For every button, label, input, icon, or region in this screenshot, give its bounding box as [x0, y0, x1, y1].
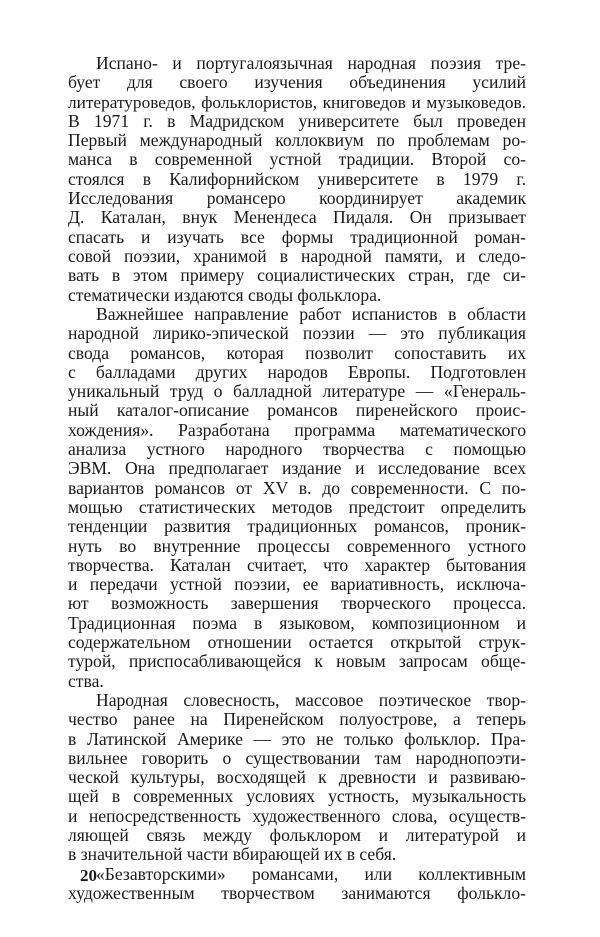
text-line: ческой культуры, восходящей к древности и развиваю- — [68, 768, 526, 788]
text-line: и передачи устной поэзии, ее вариативность, исключа- — [68, 575, 526, 595]
text-line: ЭВМ. Она предполагает издание и исследование всех — [68, 459, 526, 479]
text-line: Первый международный коллоквиум по проблемам ро- — [68, 131, 526, 151]
paragraph-4 — [68, 865, 526, 904]
text-line: народной лирико-эпической поэзии — это публикация — [68, 324, 526, 344]
text-line: художественным творчеством занимаются фолькло- — [68, 884, 526, 904]
page-body — [68, 54, 526, 904]
text-line: литературоведов, фольклористов, книговедов и музыковедов. — [68, 92, 526, 112]
text-line: содержательном отношении остается открытой струк- — [68, 633, 526, 653]
text-line: анализа устного народного творчества с помощью — [68, 440, 526, 460]
text-line: ют возможность завершения творческого процесса. — [68, 594, 526, 614]
text-line: Важнейшее направление работ испанистов в области — [96, 305, 526, 324]
text-line: и непосредственность художественного слова, осуществ- — [68, 806, 526, 826]
text-line: чество ранее на Пиренейском полуострове, а теперь — [68, 710, 526, 730]
text-line: стоялся в Калифорнийском университете в 1979 г. — [68, 169, 526, 189]
paragraph-2 — [68, 305, 526, 691]
text-line: ляющей связь между фольклором и литературой и — [68, 826, 526, 846]
text-line: Народная словесность, массовое поэтическое твор- — [96, 691, 526, 710]
text-line: совой поэзии, хранимой в народной памяти, и следо- — [68, 246, 526, 266]
text-line: Традиционная поэма в языковом, композиционном и — [68, 613, 526, 633]
text-line: в Латинской Америке — это не только фольклор. Пра- — [68, 729, 526, 749]
text-line: В 1971 г. в Мадридском университете был проведен — [68, 111, 526, 131]
text-line: щей в современных условиях устность, музыкальность — [68, 787, 526, 807]
page-number: 20 — [80, 866, 97, 885]
text-line: Исследования романсеро координирует академик — [68, 189, 526, 209]
text-line: манса в современной устной традиции. Второй со- — [68, 150, 526, 170]
text-line: «Безавторскими» романсами, или коллективным — [96, 865, 526, 884]
text-line: вильнее говорить о существовании там народнопоэти- — [68, 748, 526, 768]
text-line: спасать и изучать все формы традиционной роман- — [68, 227, 526, 247]
paragraph-3 — [68, 691, 526, 865]
text-line: Д. Каталан, внук Менендеса Пидаля. Он призывает — [68, 208, 526, 228]
text-line: тенденции развития традиционных романсов, проник- — [68, 517, 526, 537]
text-line: ства. — [68, 671, 104, 691]
text-line: творчества. Каталан считает, что характер бытования — [68, 555, 526, 575]
text-line: свода романсов, которая позволит сопоставить их — [68, 343, 526, 363]
text-line: вариантов романсов от XV в. до современности. С по- — [68, 478, 526, 498]
text-line: хождения». Разработана программа математического — [68, 420, 526, 440]
text-line: с балладами других народов Европы. Подготовлен — [68, 362, 526, 382]
text-line: бует для своего изучения объединения усилий — [68, 73, 526, 93]
text-line: ный каталог-описание романсов пиренейского проис- — [68, 401, 526, 421]
text-line: в значительной части вбирающей их в себя. — [68, 845, 397, 865]
text-line: мощью статистических методов предстоит определить — [68, 497, 526, 517]
paragraph-1 — [68, 54, 526, 305]
text-line: Испано- и португалоязычная народная поэзия тре- — [96, 54, 526, 73]
text-line: турой, приспосабливающейся к новым запросам обще- — [68, 652, 526, 672]
text-line: нуть во внутренние процессы современного устного — [68, 536, 526, 556]
text-line: уникальный труд о балладной литературе — «Генераль- — [68, 382, 526, 402]
text-line: стематически издаются своды фольклора. — [68, 285, 382, 305]
text-line: вать в этом примеру социалистических стран, где си- — [68, 266, 526, 286]
